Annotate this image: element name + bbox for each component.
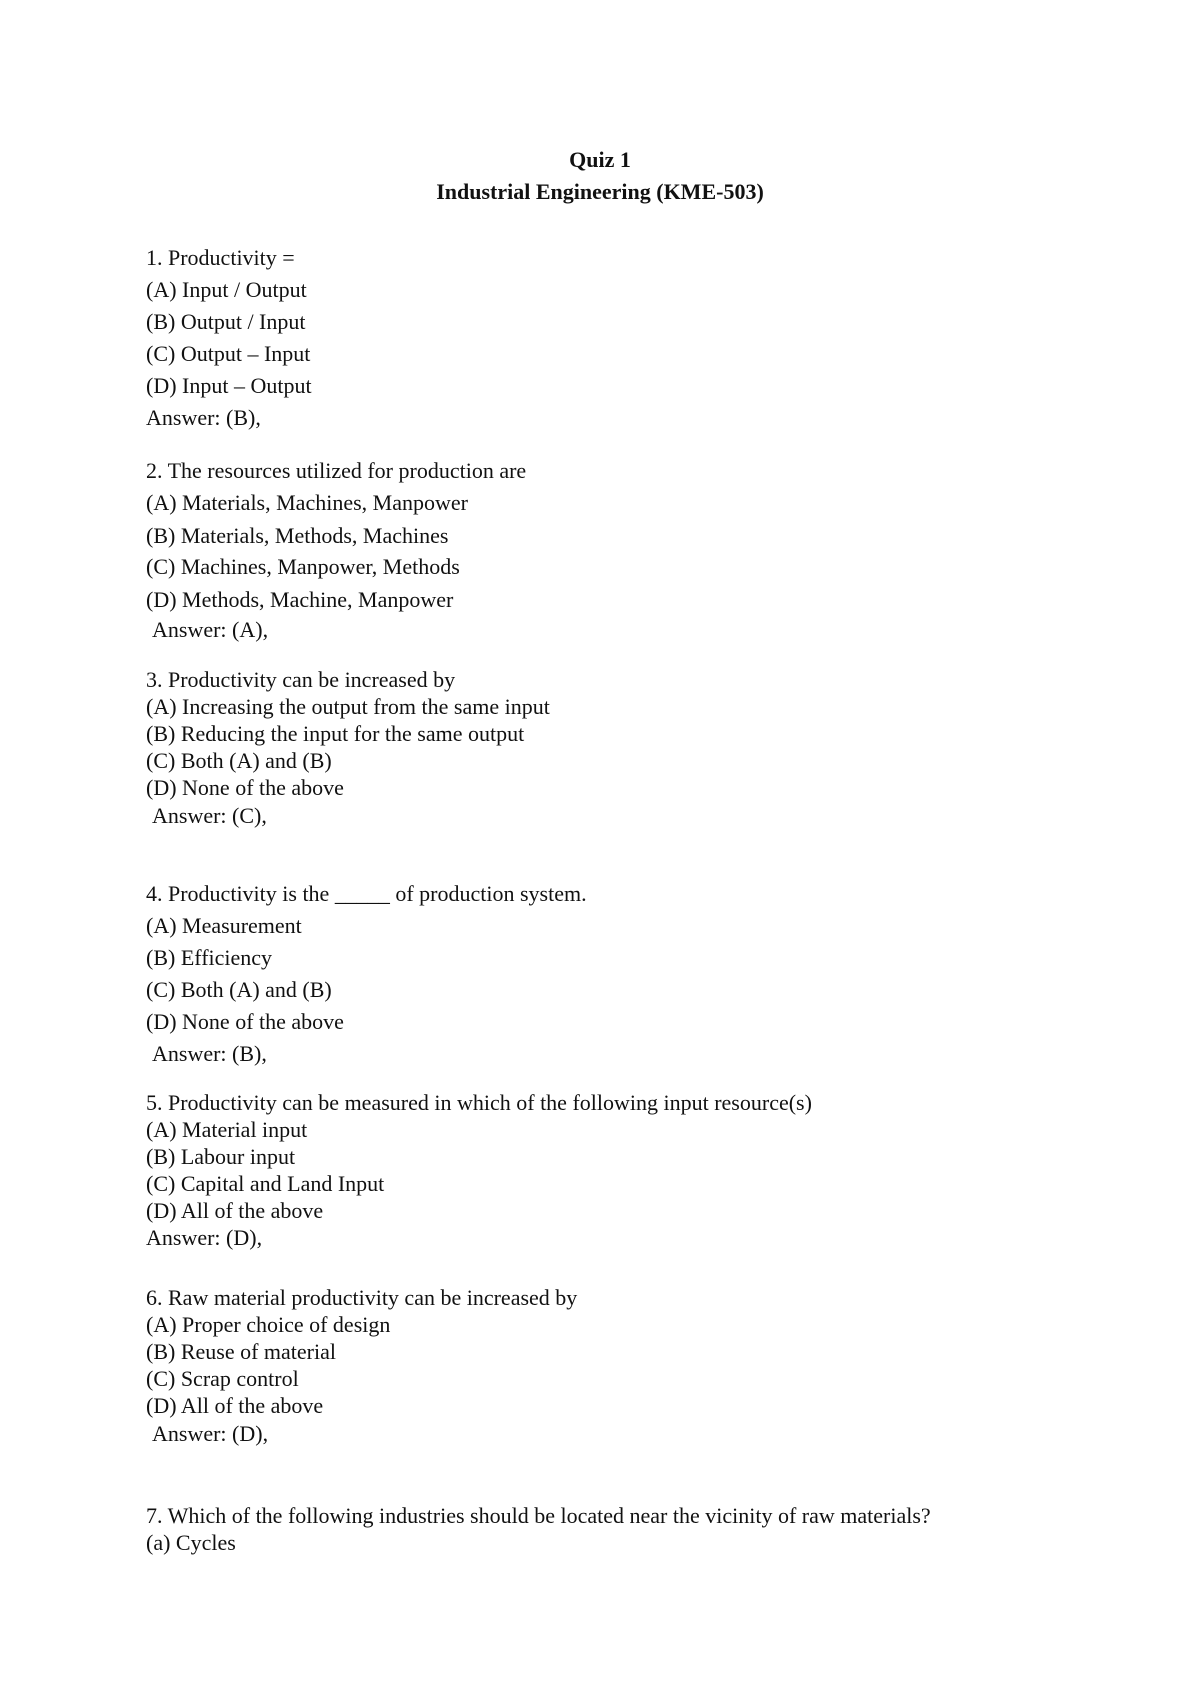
question-2-option-a: (A) Materials, Machines, Manpower	[146, 490, 468, 515]
question-2-answer: Answer: (A),	[152, 617, 269, 642]
question-6-answer: Answer: (D),	[152, 1421, 269, 1446]
question-1-option-b: (B) Output / Input	[146, 309, 306, 334]
question-6-option-a: (A) Proper choice of design	[146, 1312, 391, 1337]
quiz-title: Quiz 1	[569, 147, 631, 172]
question-7-option-a: (a) Cycles	[146, 1530, 236, 1555]
question-3-option-c: (C) Both (A) and (B)	[146, 748, 332, 773]
question-3-option-a: (A) Increasing the output from the same input	[146, 694, 550, 719]
question-4-option-c: (C) Both (A) and (B)	[146, 977, 332, 1002]
question-3-answer: Answer: (C),	[152, 803, 267, 828]
question-1-option-a: (A) Input / Output	[146, 277, 307, 302]
question-5-option-c: (C) Capital and Land Input	[146, 1171, 385, 1196]
question-4-answer: Answer: (B),	[152, 1041, 267, 1066]
question-4-option-b: (B) Efficiency	[146, 945, 273, 970]
question-1-option-c: (C) Output – Input	[146, 341, 311, 366]
question-1-option-d: (D) Input – Output	[146, 373, 312, 398]
question-2-option-b: (B) Materials, Methods, Machines	[146, 523, 449, 548]
question-6-option-d: (D) All of the above	[146, 1393, 324, 1418]
question-6-option-c: (C) Scrap control	[146, 1366, 299, 1391]
question-6-option-b: (B) Reuse of material	[146, 1339, 336, 1364]
question-5-option-d: (D) All of the above	[146, 1198, 324, 1223]
question-2-text: 2. The resources utilized for production are	[146, 458, 527, 483]
question-4-option-a: (A) Measurement	[146, 913, 302, 938]
question-3-text: 3. Productivity can be increased by	[146, 667, 456, 692]
question-5-answer: Answer: (D),	[146, 1225, 263, 1250]
question-7-text: 7. Which of the following industries should be located near the vicinity of raw materials?	[146, 1503, 931, 1528]
question-6-text: 6. Raw material productivity can be increased by	[146, 1285, 578, 1310]
course-title: Industrial Engineering (KME-503)	[436, 179, 764, 204]
question-2-option-d: (D) Methods, Machine, Manpower	[146, 587, 454, 612]
question-4-option-d: (D) None of the above	[146, 1009, 344, 1034]
question-2-option-c: (C) Machines, Manpower, Methods	[146, 554, 460, 579]
question-5-option-b: (B) Labour input	[146, 1144, 296, 1169]
question-3-option-d: (D) None of the above	[146, 775, 344, 800]
question-5-text: 5. Productivity can be measured in which of the following input resource(s)	[146, 1090, 812, 1115]
question-1-answer: Answer: (B),	[146, 405, 261, 430]
question-3-option-b: (B) Reducing the input for the same output	[146, 721, 525, 746]
question-1-text: 1. Productivity =	[146, 245, 295, 270]
question-4-text: 4. Productivity is the _____ of production system.	[146, 881, 587, 906]
question-5-option-a: (A) Material input	[146, 1117, 308, 1142]
